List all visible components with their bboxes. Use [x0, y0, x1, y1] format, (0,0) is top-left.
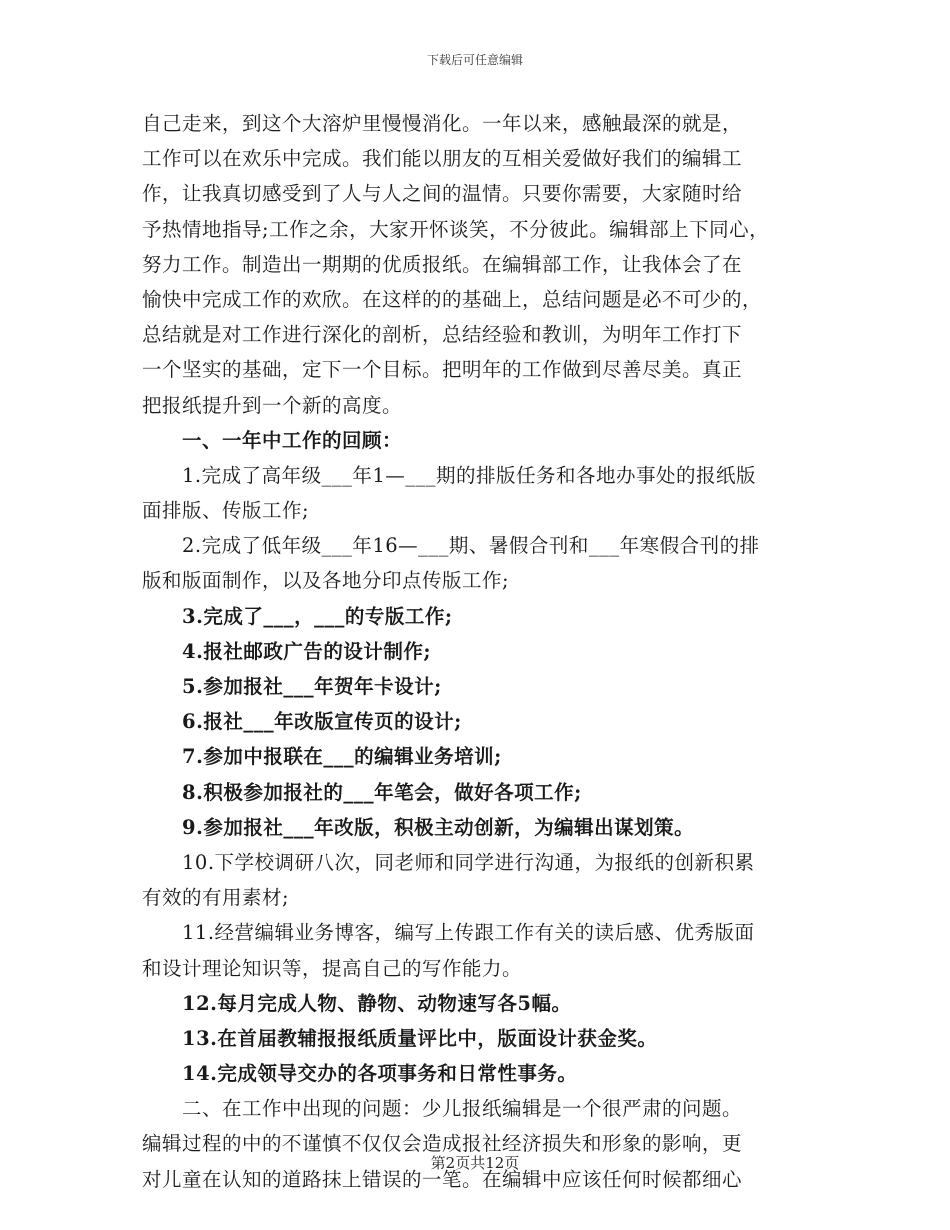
- text-line: 把报纸提升到一个新的高度。: [142, 393, 403, 417]
- text-line: 总结就是对工作进行深化的剖析，总结经验和教训，为明年工作打下: [142, 323, 743, 347]
- text-line: 9.参加报社___年改版，积极主动创新，为编辑出谋划策。: [182, 815, 695, 839]
- text-line: 8.积极参加报社的___年笔会，做好各项工作;: [182, 780, 582, 804]
- text-line: 工作可以在欢乐中完成。我们能以朋友的互相关爱做好我们的编辑工: [142, 147, 743, 171]
- text-line: 作，让我真切感受到了人与人之间的温情。只要你需要，大家随时给: [142, 182, 743, 206]
- text-line: 14.完成领导交办的各项事务和日常性事务。: [182, 1062, 578, 1086]
- text-line: 自己走来，到这个大溶炉里慢慢消化。一年以来，感触最深的就是，: [142, 112, 743, 135]
- text-line: 4.报社邮政广告的设计制作;: [182, 639, 432, 663]
- text-line: 10.下学校调研八次，同老师和同学进行沟通，为报纸的创新积累: [182, 850, 755, 874]
- text-line: 面排版、传版工作;: [142, 499, 310, 523]
- text-line: 编辑过程的中的不谨慎不仅仅会造成报社经济损失和形象的影响，更: [142, 1132, 743, 1156]
- text-line: 一个坚实的基础，定下一个目标。把明年的工作做到尽善尽美。真正: [142, 358, 743, 382]
- text-line: 1.完成了高年级___年1—___期的排版任务和各地办事处的报纸版: [182, 463, 757, 487]
- text-line: 2.完成了低年级___年16—___期、暑假合刊和___年寒假合刊的排: [182, 534, 760, 558]
- text-line: 有效的有用素材;: [142, 886, 290, 910]
- section-heading: 一、一年中工作的回顾：: [182, 428, 403, 452]
- text-line: 予热情地指导;工作之余，大家开怀谈笑，不分彼此。编辑部上下同心，: [142, 217, 770, 241]
- text-line: 7.参加中报联在___的编辑业务培训;: [182, 745, 502, 769]
- text-line: 和设计理论知识等，提高自己的写作能力。: [142, 956, 523, 980]
- text-line: 11.经营编辑业务博客，编写上传跟工作有关的读后感、优秀版面: [182, 921, 755, 945]
- text-line: 5.参加报社___年贺年卡设计;: [182, 675, 442, 698]
- text-line: 对儿童在认知的道路抹上错误的一笔。在编辑中应该任何时候都细心: [142, 1167, 743, 1191]
- text-line: 12.每月完成人物、静物、动物速写各5幅。: [182, 991, 572, 1015]
- text-line: 版和版面制作，以及各地分印点传版工作;: [142, 569, 510, 593]
- page-header: 下载后可任意编辑: [426, 53, 523, 67]
- text-line: 二、在工作中出现的问题：少儿报纸编辑是一个很严肃的问题。: [182, 1097, 743, 1121]
- page-number: 第2页共12页: [430, 1154, 520, 1172]
- text-line: 努力工作。制造出一期期的优质报纸。在编辑部工作，让我体会了在: [142, 252, 743, 276]
- document-body: [142, 106, 822, 1197]
- text-line: 3.完成了___，___的专版工作;: [182, 604, 453, 628]
- text-line: 6.报社___年改版宣传页的设计;: [182, 710, 462, 734]
- text-line: 愉快中完成工作的欢欣。在这样的的基础上，总结问题是必不可少的，: [142, 287, 763, 311]
- text-line: 13.在首届教辅报报纸质量评比中，版面设计获金奖。: [182, 1026, 658, 1050]
